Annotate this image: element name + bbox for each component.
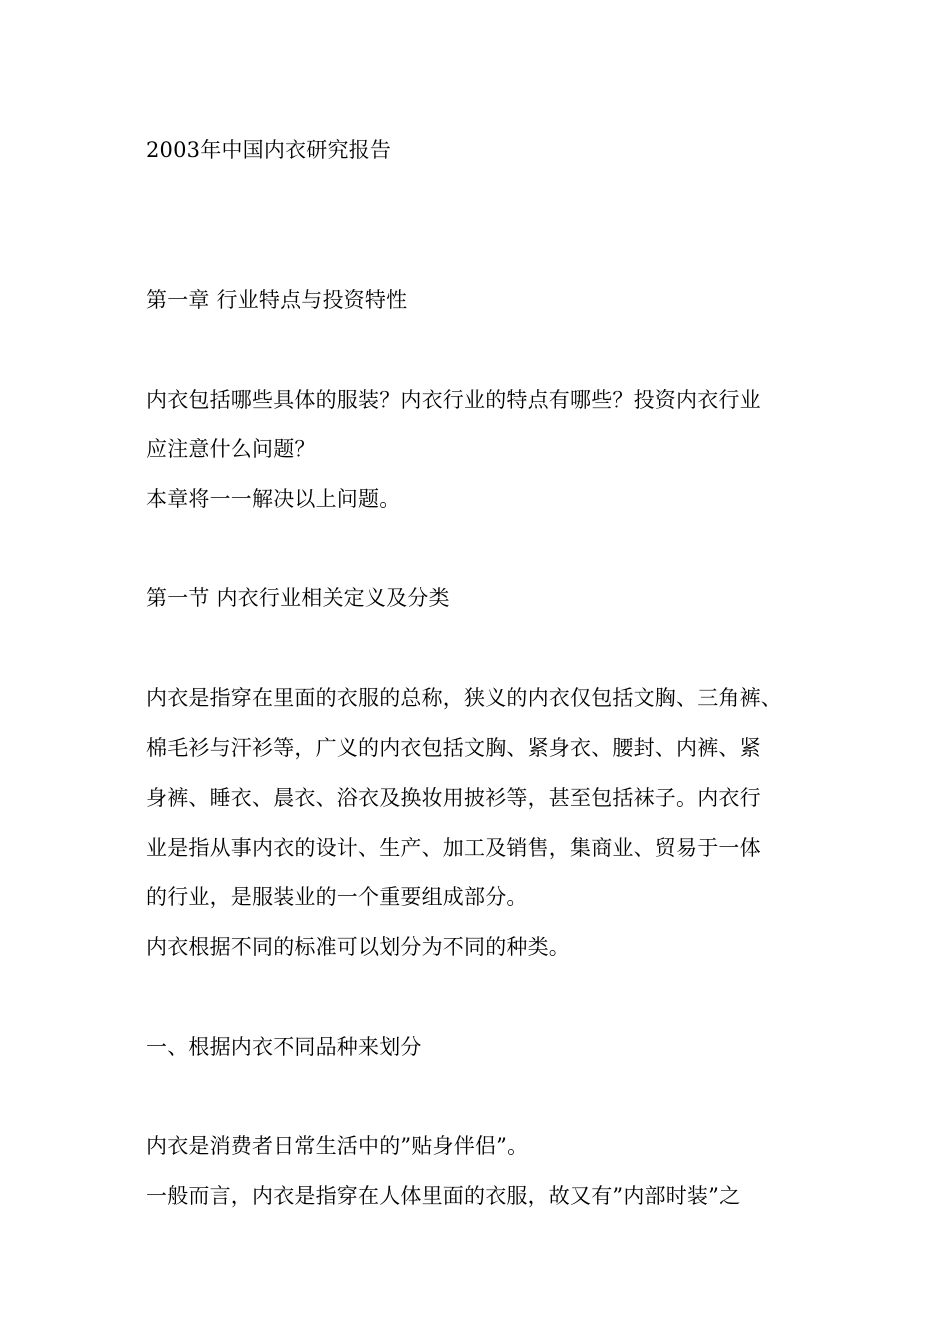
- intro-line-3: 本章将一一解决以上问题。: [146, 487, 401, 511]
- intro-line-1: 内衣包括哪些具体的服装？内衣行业的特点有哪些？投资内衣行业: [146, 388, 761, 412]
- intro-line-2: 应注意什么问题？: [146, 437, 316, 461]
- chapter-heading: 第一章 行业特点与投资特性: [146, 288, 408, 312]
- definition-line-3: 身裤、睡衣、晨衣、浴衣及换妆用披衫等，甚至包括袜子。内衣行: [146, 786, 761, 810]
- definition-line-5: 的行业，是服装业的一个重要组成部分。: [146, 885, 528, 909]
- body-line-2: 一般而言，内衣是指穿在人体里面的衣服，故又有”内部时装”之: [146, 1184, 741, 1208]
- definition-line-2: 棉毛衫与汗衫等，广义的内衣包括文胸、紧身衣、腰封、内裤、紧: [146, 736, 761, 760]
- section-heading: 第一节 内衣行业相关定义及分类: [146, 586, 450, 610]
- definition-line-6: 内衣根据不同的标准可以划分为不同的种类。: [146, 935, 570, 959]
- document-title: 2003年中国内衣研究报告: [146, 138, 392, 162]
- definition-line-1: 内衣是指穿在里面的衣服的总称，狭义的内衣仅包括文胸、三角裤、: [146, 686, 782, 710]
- subsection-heading: 一、根据内衣不同品种来划分: [146, 1035, 422, 1059]
- body-line-1: 内衣是消费者日常生活中的”贴身伴侣”。: [146, 1134, 529, 1158]
- definition-line-4: 业是指从事内衣的设计、生产、加工及销售，集商业、贸易于一体: [146, 836, 761, 860]
